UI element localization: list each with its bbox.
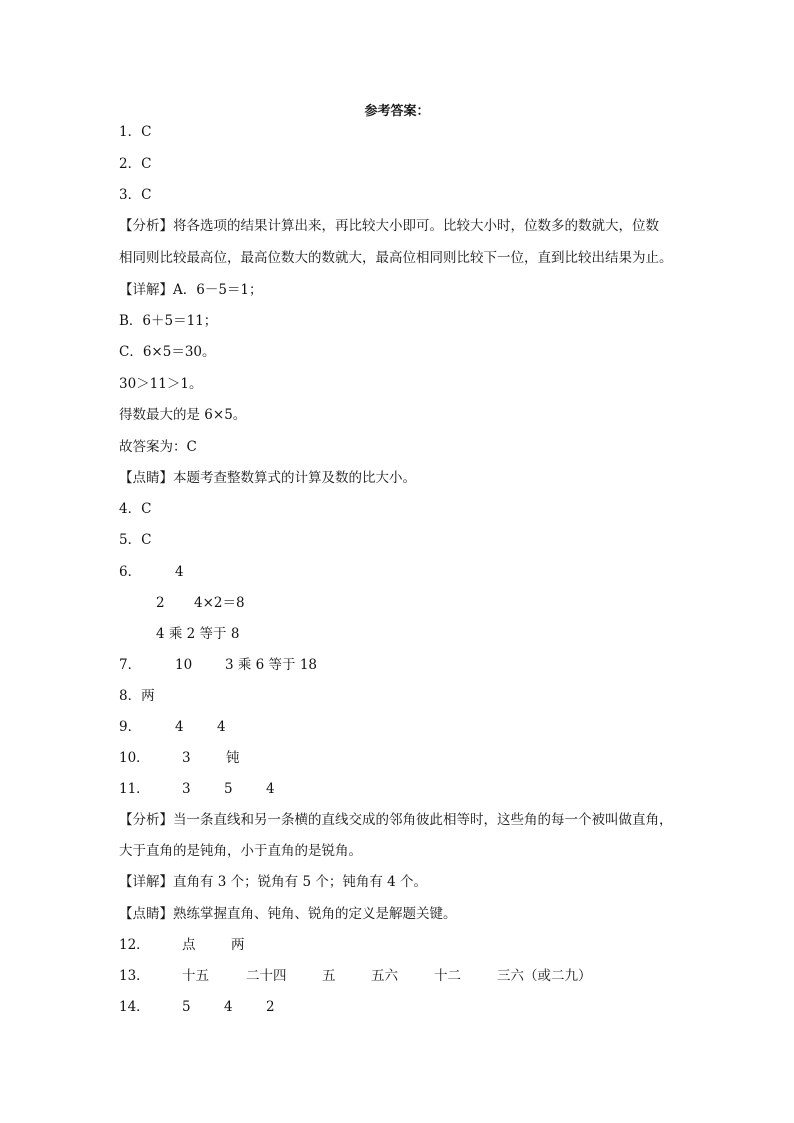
answer-12-blank-2: 两 <box>231 937 245 953</box>
answer-4: 4．C <box>119 501 152 517</box>
answer-12-blank-1: 点 <box>182 937 196 953</box>
answer-6-blank-3: 4×2＝8 <box>194 595 245 611</box>
answer-13-blank-1: 十五 <box>182 968 209 984</box>
answer-14-blank-3: 2 <box>266 999 275 1015</box>
answer-2: 2．C <box>119 156 152 172</box>
answer-11-blank-2: 5 <box>224 781 233 797</box>
answer-3-detail-line-2: B．6＋5＝11； <box>119 313 218 329</box>
page-title: 参考答案： <box>364 104 430 119</box>
answer-11-analysis-line-2: 大于直角的是钝角，小于直角的是锐角。 <box>119 843 362 859</box>
answer-11-blank-1: 3 <box>182 781 191 797</box>
answer-6-number: 6． <box>119 564 142 580</box>
answer-6-blank-1: 4 <box>175 564 184 580</box>
answer-11-analysis-line-1: 【分析】当一条直线和另一条横的直线交成的邻角彼此相等时，这些角的每一个被叫做直角， <box>119 812 673 828</box>
answer-13-blank-2: 二十四 <box>246 968 287 984</box>
answer-10-number: 10． <box>119 750 150 766</box>
answer-7-blank-1: 10 <box>175 657 193 673</box>
answer-9-blank-2: 4 <box>217 719 226 735</box>
answer-3-detail-line-5: 得数最大的是 6×5。 <box>119 407 247 423</box>
answer-14-blank-2: 4 <box>224 999 233 1015</box>
answer-6-blank-2: 2 <box>156 595 165 611</box>
answer-6-blank-4: 4 乘 2 等于 8 <box>156 626 240 642</box>
answer-11-blank-3: 4 <box>266 781 275 797</box>
answer-3-detail-line-3: C．6×5＝30。 <box>119 344 216 360</box>
answer-3-detail-line-1: 【详解】A．6－5＝1； <box>119 282 263 298</box>
answer-13-number: 13． <box>119 968 150 984</box>
answer-13-blank-4: 五六 <box>371 968 398 984</box>
answer-10-blank-1: 3 <box>182 750 191 766</box>
answer-13-blank-5: 十二 <box>434 968 461 984</box>
answer-12-number: 12． <box>119 937 150 953</box>
answer-3-comment: 【点睛】本题考查整数算式的计算及数的比大小。 <box>119 470 416 486</box>
answer-14-number: 14． <box>119 999 150 1015</box>
answer-1: 1．C <box>119 124 152 140</box>
answer-3-analysis-line-1: 【分析】将各选项的结果计算出来，再比较大小即可。比较大小时，位数多的数就大，位数 <box>119 218 659 234</box>
answer-8: 8．两 <box>119 688 155 704</box>
answer-11-detail: 【详解】直角有 3 个；锐角有 5 个；钝角有 4 个。 <box>119 874 428 890</box>
answer-9-blank-1: 4 <box>175 719 184 735</box>
answer-13-blank-3: 五 <box>322 968 336 984</box>
answer-3-analysis-line-2: 相同则比较最高位，最高位数大的数就大，最高位相同则比较下一位，直到比较出结果为止。 <box>119 250 673 266</box>
answer-13-blank-6: 三六（或二九） <box>497 968 592 984</box>
answer-9-number: 9． <box>119 719 142 735</box>
answer-7-number: 7． <box>119 657 142 673</box>
answer-5: 5．C <box>119 532 152 548</box>
answer-3-final: 故答案为：C <box>119 439 197 455</box>
answer-3: 3．C <box>119 187 152 203</box>
answer-11-comment: 【点睛】熟练掌握直角、钝角、锐角的定义是解题关键。 <box>119 906 457 922</box>
answer-10-blank-2: 钝 <box>226 750 240 766</box>
answer-14-blank-1: 5 <box>182 999 191 1015</box>
answer-7-blank-2: 3 乘 6 等于 18 <box>225 657 318 673</box>
answer-11-number: 11． <box>119 781 150 797</box>
answer-3-detail-line-4: 30＞11＞1。 <box>119 376 203 392</box>
